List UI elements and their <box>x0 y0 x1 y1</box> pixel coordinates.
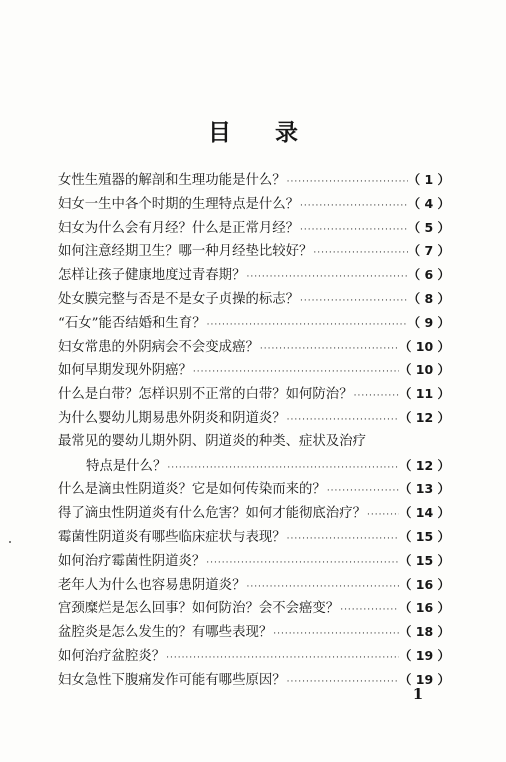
toc-page-number: （ 16 ） <box>398 576 450 592</box>
toc-page-number: （ 4 ） <box>407 195 450 211</box>
toc-entry[interactable] <box>58 596 450 620</box>
toc-leader-dots <box>299 195 408 219</box>
toc-leader-dots <box>286 171 408 195</box>
toc-entry-title: 怎样让孩子健康地度过青春期？ <box>58 268 246 284</box>
toc-leader-dots <box>245 576 398 600</box>
toc-entry[interactable] <box>58 477 450 501</box>
toc-leader-dots <box>192 361 399 385</box>
toc-entry[interactable] <box>58 644 450 668</box>
toc-page-number: （ 19 ） <box>398 647 450 663</box>
toc-leader-dots <box>245 266 407 290</box>
toc-leader-dots <box>339 599 399 623</box>
toc-page-number: （ 15 ） <box>398 552 450 568</box>
toc-page-number: （ 5 ） <box>407 219 450 235</box>
toc-entry-title: 如何治疗盆腔炎？ <box>58 648 166 664</box>
toc-leader-dots <box>205 552 399 576</box>
toc-page-number: （ 16 ） <box>398 600 450 616</box>
scan-speck <box>9 541 11 543</box>
page-title: 目 录 <box>207 119 316 146</box>
toc-page-number: （ 14 ） <box>398 505 450 521</box>
toc-entry-title: 最常见的婴幼儿期外阴、阴道炎的种类、症状及治疗 <box>58 433 366 449</box>
toc-entry-title: 如何注意经期卫生？哪一种月经垫比较好？ <box>58 244 313 260</box>
toc-page-number: （ 10 ） <box>398 362 450 378</box>
toc-entry-title: 女性生殖器的解剖和生理功能是什么？ <box>58 173 286 188</box>
page-folio-number: 1 <box>412 685 424 703</box>
toc-entry[interactable] <box>58 430 450 454</box>
toc-entry[interactable] <box>58 358 450 382</box>
toc-entry[interactable] <box>58 311 450 335</box>
toc-entry-title: 如何治疗霉菌性阴道炎？ <box>58 553 206 569</box>
toc-entry[interactable] <box>58 525 450 549</box>
toc-leader-dots <box>272 623 399 647</box>
toc-entry[interactable] <box>58 549 450 573</box>
toc-page-number: （ 13 ） <box>398 481 450 497</box>
toc-entry-title: 宫颈糜烂是怎么回事？如何防治？会不会癌变？ <box>58 601 340 617</box>
toc-entry-title: 妇女急性下腹痛发作可能有哪些原因？ <box>58 672 286 688</box>
toc-leader-dots <box>353 385 399 409</box>
toc-entry[interactable] <box>58 382 450 406</box>
toc-entry-title: 处女膜完整与否是不是女子贞操的标志？ <box>58 291 300 307</box>
toc-entry[interactable] <box>58 573 450 597</box>
toc-leader-dots <box>299 219 408 243</box>
toc-entry[interactable] <box>58 263 450 287</box>
toc-entry-title: 为什么婴幼儿期易患外阴炎和阴道炎？ <box>58 410 286 426</box>
toc-page-number: （ 11 ） <box>398 386 450 402</box>
toc-leader-dots <box>312 242 407 266</box>
toc-entry[interactable] <box>58 335 450 359</box>
table-of-contents <box>58 168 450 692</box>
toc-leader-dots <box>259 338 399 362</box>
toc-entry-continuation[interactable] <box>58 454 450 478</box>
toc-leader-dots <box>166 457 399 481</box>
toc-page-number: （ 12 ） <box>398 457 450 473</box>
toc-entry-title: 老年人为什么也容易患阴道炎？ <box>58 577 246 593</box>
toc-entry[interactable] <box>58 192 450 216</box>
toc-entry-title: 如何早期发现外阴癌？ <box>58 363 192 379</box>
toc-entry-title: 盆腔炎是怎么发生的？有哪些表现？ <box>58 625 273 641</box>
toc-entry[interactable] <box>58 239 450 263</box>
toc-entry-title: 什么是滴虫性阴道炎？它是如何传染而来的？ <box>58 482 326 498</box>
toc-entry[interactable] <box>58 287 450 311</box>
toc-page-number: （ 1 ） <box>407 172 450 187</box>
toc-page-number: （ 7 ） <box>407 243 450 259</box>
toc-page-number: （ 12 ） <box>398 409 450 425</box>
toc-entry[interactable] <box>58 406 450 430</box>
toc-entry-title: 妇女为什么会有月经？什么是正常月经？ <box>58 220 300 236</box>
toc-page-number: （ 9 ） <box>407 314 450 330</box>
toc-page-number: （ 6 ） <box>407 267 450 283</box>
toc-entry-title: 得了滴虫性阴道炎有什么危害？如何才能彻底治疗？ <box>58 506 366 522</box>
toc-page-number: （ 19 ） <box>398 671 450 687</box>
toc-leader-dots <box>299 290 408 314</box>
toc-page-number: （ 18 ） <box>398 624 450 640</box>
toc-entry-title: 妇女常患的外阴病会不会变成癌？ <box>58 339 259 355</box>
toc-entry[interactable] <box>58 501 450 525</box>
toc-entry-title: 什么是白带？怎样识别不正常的白带？如何防治？ <box>58 387 353 403</box>
toc-leader-dots <box>366 504 399 528</box>
toc-entry-title: “石女”能否结婚和生育？ <box>58 315 206 331</box>
toc-leader-dots <box>165 647 399 671</box>
toc-entry[interactable] <box>58 620 450 644</box>
toc-entry-title-continued: 特点是什么？ <box>86 458 167 474</box>
toc-leader-dots <box>206 314 408 338</box>
toc-entry[interactable] <box>58 216 450 240</box>
toc-leader-dots <box>326 480 399 504</box>
toc-entry[interactable] <box>58 168 450 192</box>
toc-entry-title: 妇女一生中各个时期的生理特点是什么？ <box>58 196 300 212</box>
toc-leader-dots <box>286 528 399 552</box>
toc-page-number: （ 10 ） <box>398 338 450 354</box>
toc-page-number: （ 8 ） <box>407 290 450 306</box>
toc-page-number: （ 15 ） <box>398 528 450 544</box>
toc-entry-title: 霉菌性阴道炎有哪些临床症状与表现？ <box>58 529 286 545</box>
